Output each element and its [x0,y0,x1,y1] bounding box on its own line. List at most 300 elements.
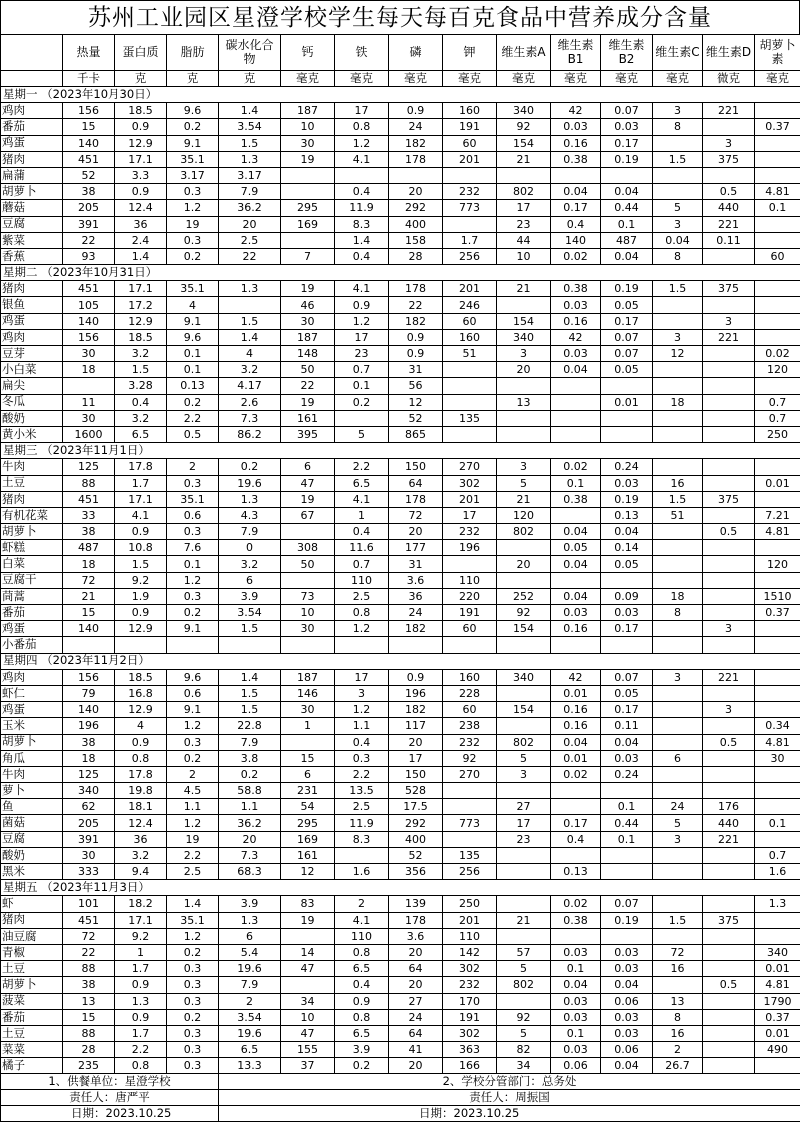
value-cell: 0.01 [551,750,601,766]
food-name: 鸡蛋 [1,702,63,718]
value-cell: 7.3 [219,410,281,426]
value-cell: 0.8 [115,750,167,766]
day-heading-row [1,265,800,281]
food-name: 扁蒲 [1,167,63,183]
value-cell: 232 [443,977,497,993]
value-cell: 2 [167,766,219,782]
food-row [1,540,800,556]
value-cell: 3.9 [219,896,281,912]
value-cell: 0.04 [601,977,653,993]
value-cell: 3.54 [219,605,281,621]
food-row [1,524,800,540]
value-cell: 51 [443,346,497,362]
food-name: 虾仁 [1,685,63,701]
food-row [1,103,800,119]
value-cell: 0.1 [167,556,219,572]
value-cell: 0.3 [167,1025,219,1041]
value-cell [551,410,601,426]
value-cell: 13 [653,993,703,1009]
value-cell: 205 [63,815,115,831]
value-cell: 8.3 [335,216,389,232]
unit-cell: 毫克 [653,71,703,87]
value-cell: 0.3 [167,1042,219,1058]
value-cell [281,524,335,540]
value-cell: 19 [281,491,335,507]
value-cell: 0.05 [601,297,653,313]
value-cell [755,281,800,297]
value-cell [703,556,755,572]
value-cell [497,572,551,588]
value-cell: 0.02 [551,248,601,264]
value-cell [653,167,703,183]
value-cell: 0.24 [601,459,653,475]
value-cell [703,297,755,313]
value-cell: 178 [389,281,443,297]
value-cell: 38 [63,977,115,993]
value-cell: 0.4 [551,831,601,847]
value-cell: 60 [443,313,497,329]
food-row [1,362,800,378]
value-cell [755,783,800,799]
value-cell [703,572,755,588]
unit-cell: 毫克 [443,71,497,87]
value-cell: 12.9 [115,621,167,637]
value-cell [755,297,800,313]
value-cell: 0.03 [551,1009,601,1025]
value-cell: 802 [497,524,551,540]
value-cell: 0.38 [551,151,601,167]
header-cell: 胡萝卜素 [755,35,800,71]
value-cell: 178 [389,151,443,167]
value-cell: 0.02 [755,346,800,362]
value-cell: 101 [63,896,115,912]
value-cell [653,896,703,912]
value-cell: 50 [281,556,335,572]
value-cell: 139 [389,896,443,912]
unit-cell: 毫克 [335,71,389,87]
value-cell: 17 [389,750,443,766]
value-cell: 256 [443,248,497,264]
value-cell: 3 [653,831,703,847]
value-cell: 135 [443,410,497,426]
value-cell: 0.9 [115,734,167,750]
value-cell: 0.09 [601,588,653,604]
value-cell: 0.4 [335,248,389,264]
value-cell [335,637,389,653]
value-cell: 3 [335,685,389,701]
value-cell: 182 [389,702,443,718]
value-cell [167,637,219,653]
value-cell: 2.2 [115,1042,167,1058]
value-cell: 30 [281,135,335,151]
value-cell: 1600 [63,426,115,442]
value-cell: 150 [389,459,443,475]
value-cell: 375 [703,491,755,507]
value-cell: 201 [443,281,497,297]
food-row [1,184,800,200]
value-cell: 9.4 [115,864,167,880]
value-cell: 802 [497,977,551,993]
value-cell: 0.9 [115,524,167,540]
food-row [1,475,800,491]
value-cell: 140 [551,232,601,248]
value-cell: 15 [63,1009,115,1025]
value-cell: 3 [653,669,703,685]
value-cell: 37 [281,1058,335,1074]
value-cell [601,637,653,653]
value-cell: 64 [389,961,443,977]
value-cell: 1.3 [219,912,281,928]
value-cell [281,977,335,993]
value-cell: 308 [281,540,335,556]
value-cell: 0.7 [755,410,800,426]
value-cell [703,847,755,863]
value-cell: 0.37 [755,1009,800,1025]
food-row [1,410,800,426]
food-name: 豆腐 [1,216,63,232]
value-cell: 0.9 [335,993,389,1009]
value-cell [703,896,755,912]
food-row [1,847,800,863]
value-cell: 177 [389,540,443,556]
value-cell: 0.1 [335,378,389,394]
value-cell [335,847,389,863]
value-cell: 54 [281,799,335,815]
unit-cell: 毫克 [601,71,653,87]
value-cell: 8 [653,605,703,621]
value-cell: 238 [443,718,497,734]
value-cell [389,167,443,183]
value-cell: 1 [281,718,335,734]
value-cell: 161 [281,847,335,863]
value-cell: 0.6 [167,685,219,701]
value-cell: 0.1 [551,1025,601,1041]
value-cell: 6.5 [335,475,389,491]
value-cell: 302 [443,961,497,977]
value-cell: 4.81 [755,734,800,750]
value-cell [497,928,551,944]
value-cell: 1.2 [167,815,219,831]
value-cell: 1.4 [335,232,389,248]
value-cell: 110 [443,572,497,588]
value-cell: 0.2 [167,119,219,135]
value-cell [281,572,335,588]
value-cell: 1.2 [335,313,389,329]
value-cell: 92 [497,605,551,621]
value-cell: 21 [497,491,551,507]
value-cell [281,167,335,183]
value-cell: 12.9 [115,702,167,718]
value-cell: 0.1 [755,815,800,831]
value-cell [653,847,703,863]
value-cell: 3.2 [115,847,167,863]
value-cell: 0.3 [167,993,219,1009]
value-cell: 0.03 [601,1009,653,1025]
value-cell: 10 [281,605,335,621]
food-name: 虾糕 [1,540,63,556]
value-cell: 1.1 [219,799,281,815]
value-cell: 20 [389,977,443,993]
value-cell: 1.3 [115,993,167,1009]
value-cell: 0.13 [167,378,219,394]
value-cell: 1.5 [115,362,167,378]
value-cell: 20 [219,216,281,232]
food-name: 小番茄 [1,637,63,653]
value-cell [703,362,755,378]
value-cell [703,1042,755,1058]
value-cell: 31 [389,556,443,572]
value-cell [551,426,601,442]
value-cell: 0.04 [551,588,601,604]
food-name: 番茄 [1,605,63,621]
value-cell: 1.3 [755,896,800,912]
value-cell: 196 [443,540,497,556]
value-cell: 1.4 [167,896,219,912]
unit-cell: 毫克 [551,71,601,87]
food-name: 豆芽 [1,346,63,362]
value-cell [335,410,389,426]
value-cell: 5 [497,750,551,766]
value-cell: 201 [443,912,497,928]
value-cell: 17.5 [389,799,443,815]
value-cell: 19 [167,831,219,847]
value-cell [601,783,653,799]
value-cell: 0.3 [167,184,219,200]
value-cell: 4.81 [755,977,800,993]
value-cell: 182 [389,621,443,637]
value-cell: 0.17 [601,621,653,637]
value-cell: 51 [653,507,703,523]
value-cell: 6.5 [219,1042,281,1058]
value-cell: 0.9 [115,119,167,135]
food-row [1,297,800,313]
value-cell: 0.8 [335,605,389,621]
value-cell: 18.5 [115,103,167,119]
value-cell: 6 [219,928,281,944]
value-cell: 21 [63,588,115,604]
value-cell: 0.17 [601,702,653,718]
value-cell [281,232,335,248]
value-cell: 0.9 [115,605,167,621]
food-name: 菜菜 [1,1042,63,1058]
food-row [1,167,800,183]
value-cell: 0.2 [335,1058,389,1074]
value-cell: 0.7 [335,362,389,378]
value-cell: 11 [63,394,115,410]
value-cell: 3 [497,459,551,475]
value-cell: 196 [389,685,443,701]
value-cell: 340 [497,329,551,345]
value-cell: 0.01 [755,475,800,491]
value-cell [551,394,601,410]
day-label: 星期四 （2023年11月2日） [1,653,800,669]
value-cell [703,507,755,523]
value-cell: 176 [703,799,755,815]
value-cell: 7.6 [167,540,219,556]
value-cell: 220 [443,588,497,604]
value-cell [497,993,551,1009]
value-cell: 201 [443,151,497,167]
value-cell: 4 [219,346,281,362]
value-cell [443,831,497,847]
value-cell: 9.1 [167,702,219,718]
value-cell: 17.1 [115,491,167,507]
food-name: 萝卜 [1,783,63,799]
food-name: 豆腐 [1,831,63,847]
food-name: 黄小米 [1,426,63,442]
value-cell: 16.8 [115,685,167,701]
value-cell [653,362,703,378]
value-cell: 52 [63,167,115,183]
value-cell [653,718,703,734]
value-cell: 24 [389,119,443,135]
value-cell [755,491,800,507]
food-row [1,151,800,167]
value-cell: 18 [63,556,115,572]
value-cell: 8 [653,1009,703,1025]
value-cell: 19.8 [115,783,167,799]
food-name: 菠菜 [1,993,63,1009]
value-cell: 391 [63,831,115,847]
food-name: 番茄 [1,119,63,135]
value-cell: 17.1 [115,151,167,167]
day-heading-row [1,880,800,896]
value-cell [755,912,800,928]
value-cell: 52 [389,847,443,863]
value-cell: 0.4 [335,977,389,993]
food-name: 茼蒿 [1,588,63,604]
value-cell: 0.02 [551,459,601,475]
unit-row [1,71,800,87]
value-cell: 0.38 [551,281,601,297]
value-cell: 182 [389,313,443,329]
value-cell [551,847,601,863]
food-row [1,426,800,442]
food-row [1,329,800,345]
value-cell [703,637,755,653]
value-cell: 0.37 [755,119,800,135]
value-cell: 4.3 [219,507,281,523]
value-cell: 3.3 [115,167,167,183]
value-cell: 13.3 [219,1058,281,1074]
value-cell: 0.9 [115,184,167,200]
footer-left-unit: 1、供餐单位：星澄学校 [1,1074,219,1090]
value-cell: 88 [63,961,115,977]
value-cell: 9.6 [167,329,219,345]
value-cell [703,1058,755,1074]
value-cell: 0.06 [601,993,653,1009]
value-cell: 0.1 [167,362,219,378]
value-cell: 0.9 [389,103,443,119]
value-cell: 7.9 [219,977,281,993]
value-cell: 8 [653,119,703,135]
value-cell: 1.2 [167,572,219,588]
value-cell: 0.03 [601,1025,653,1041]
value-cell [497,847,551,863]
food-row [1,200,800,216]
value-cell: 0.01 [551,685,601,701]
value-cell: 451 [63,491,115,507]
value-cell: 15 [281,750,335,766]
value-cell: 6.5 [115,426,167,442]
value-cell: 7.21 [755,507,800,523]
value-cell: 1.5 [219,702,281,718]
value-cell: 0.3 [167,1058,219,1074]
value-cell: 0.03 [601,961,653,977]
value-cell: 140 [63,621,115,637]
value-cell: 135 [443,847,497,863]
value-cell: 38 [63,734,115,750]
value-cell [755,799,800,815]
value-cell: 21 [497,151,551,167]
value-cell: 23 [497,831,551,847]
value-cell [653,702,703,718]
value-cell: 0.06 [551,1058,601,1074]
value-cell [281,184,335,200]
value-cell: 0.04 [601,248,653,264]
food-row [1,588,800,604]
value-cell: 0.19 [601,912,653,928]
value-cell: 0.4 [335,184,389,200]
value-cell [389,637,443,653]
value-cell: 13 [497,394,551,410]
value-cell: 0.01 [601,394,653,410]
value-cell: 0.16 [551,313,601,329]
value-cell: 88 [63,475,115,491]
food-name: 黑米 [1,864,63,880]
value-cell [703,410,755,426]
value-cell [497,378,551,394]
food-row [1,912,800,928]
value-cell: 5 [497,1025,551,1041]
value-cell [755,766,800,782]
value-cell: 17 [335,329,389,345]
value-cell [219,297,281,313]
header-cell: 维生素B2 [601,35,653,71]
value-cell: 292 [389,815,443,831]
value-cell [755,329,800,345]
value-cell: 20 [497,362,551,378]
value-cell: 295 [281,200,335,216]
value-cell: 30 [755,750,800,766]
value-cell [497,783,551,799]
nutrition-table [0,34,800,1122]
value-cell: 1.7 [115,961,167,977]
value-cell: 155 [281,1042,335,1058]
value-cell [703,718,755,734]
value-cell: 0.03 [601,475,653,491]
unit-cell: 毫克 [281,71,335,87]
unit-cell [1,71,63,87]
value-cell: 6 [281,459,335,475]
food-name: 鸡蛋 [1,313,63,329]
value-cell: 20 [219,831,281,847]
value-cell: 110 [335,928,389,944]
value-cell: 5 [653,200,703,216]
value-cell: 356 [389,864,443,880]
value-cell: 42 [551,329,601,345]
value-cell: 0.44 [601,200,653,216]
value-cell: 18.1 [115,799,167,815]
value-cell: 154 [497,702,551,718]
value-cell [653,184,703,200]
value-cell: 451 [63,912,115,928]
value-cell: 1.5 [219,685,281,701]
value-cell [63,378,115,394]
value-cell: 60 [443,135,497,151]
value-cell: 142 [443,944,497,960]
value-cell: 0.9 [115,977,167,993]
